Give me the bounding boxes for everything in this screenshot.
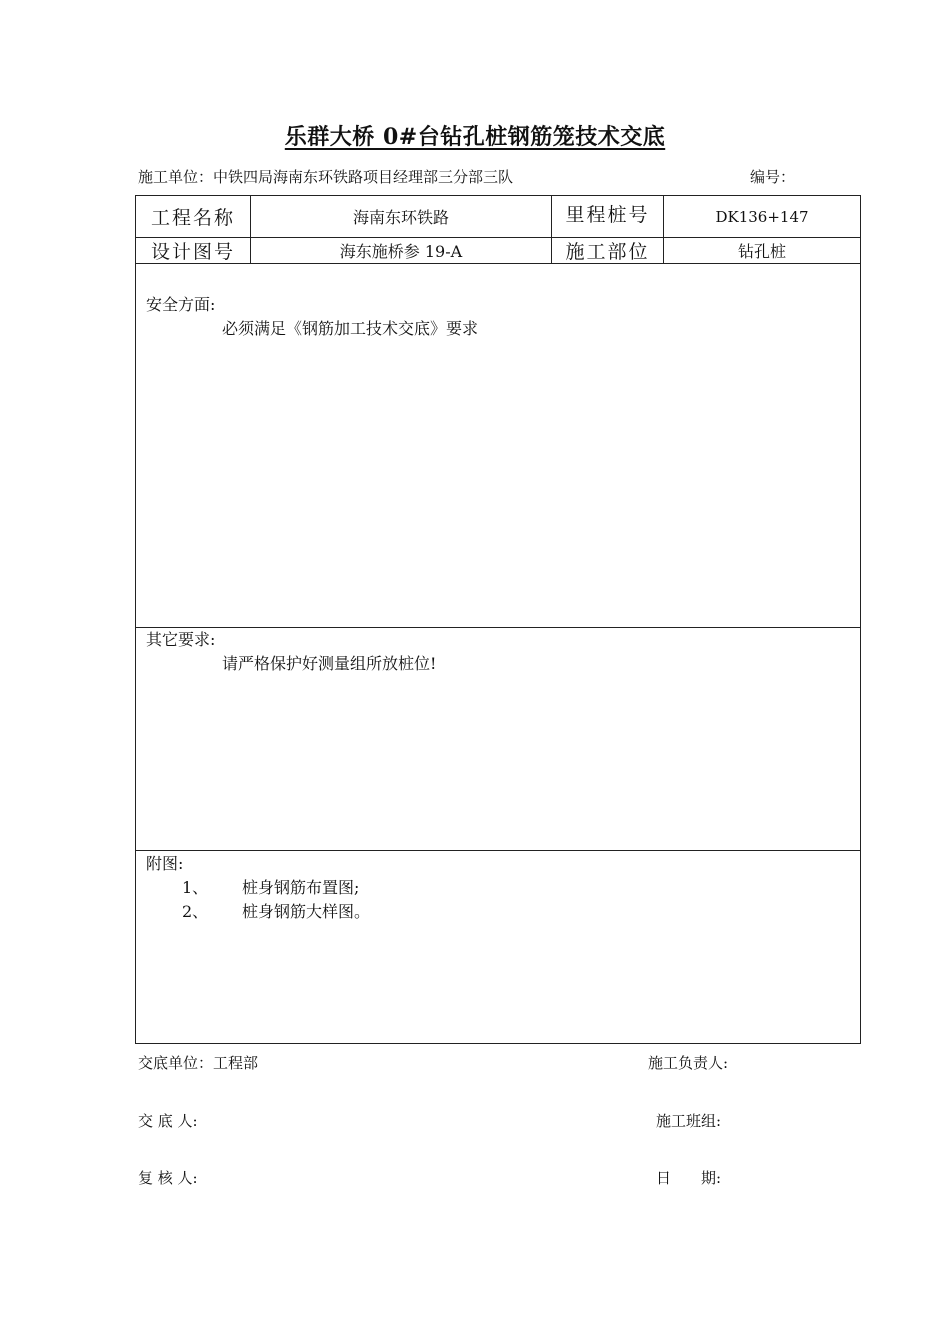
attachment-text: 桩身钢筋大样图。 [242,902,371,921]
work-part-value: 钻孔桩 [737,242,786,261]
document-title: 乐群大桥 0#台钻孔桩钢筋笼技术交底 [284,124,666,150]
construction-lead-label: 施工负责人: [648,1054,729,1072]
handover-unit: 交底单位：工程部 [138,1054,259,1072]
row-divider [136,263,860,264]
attachments-heading: 附图: [146,854,184,873]
attachment-number: 1、 [182,878,209,897]
chainage-label: 里程桩号 [565,203,650,226]
project-name-label: 工程名称 [150,207,235,229]
safety-section [146,293,478,341]
date-label: 日 期: [656,1169,722,1187]
chainage-value: DK136+147 [715,207,809,226]
handover-person-label: 交 底 人: [138,1112,198,1130]
other-requirements-text: 请严格保护好测量组所放桩位! [222,654,437,673]
attachment-number: 2、 [182,902,209,921]
row-divider [136,850,860,851]
attachment-text: 桩身钢筋布置图; [242,878,360,897]
drawing-number-label: 设计图号 [150,241,235,263]
drawing-number-value: 海东施桥参 19-A [339,242,463,261]
attachments-section [146,852,370,924]
reviewer-label: 复 核 人: [138,1169,198,1187]
other-requirements-heading: 其它要求: [146,630,216,649]
serial-number-label: 编号： [750,168,796,186]
attachment-item [146,900,370,924]
safety-text: 必须满足《钢筋加工技术交底》要求 [222,319,479,338]
construction-unit: 施工单位：中铁四局海南东环铁路项目经理部三分部三队 [138,168,514,186]
work-part-label: 施工部位 [565,241,650,263]
safety-heading: 安全方面: [146,295,216,314]
project-name-value: 海南东环铁路 [352,208,449,227]
other-requirements-section [146,628,436,676]
handover-form-table [135,195,861,1044]
crew-label: 施工班组: [656,1112,722,1130]
attachment-item [146,876,370,900]
